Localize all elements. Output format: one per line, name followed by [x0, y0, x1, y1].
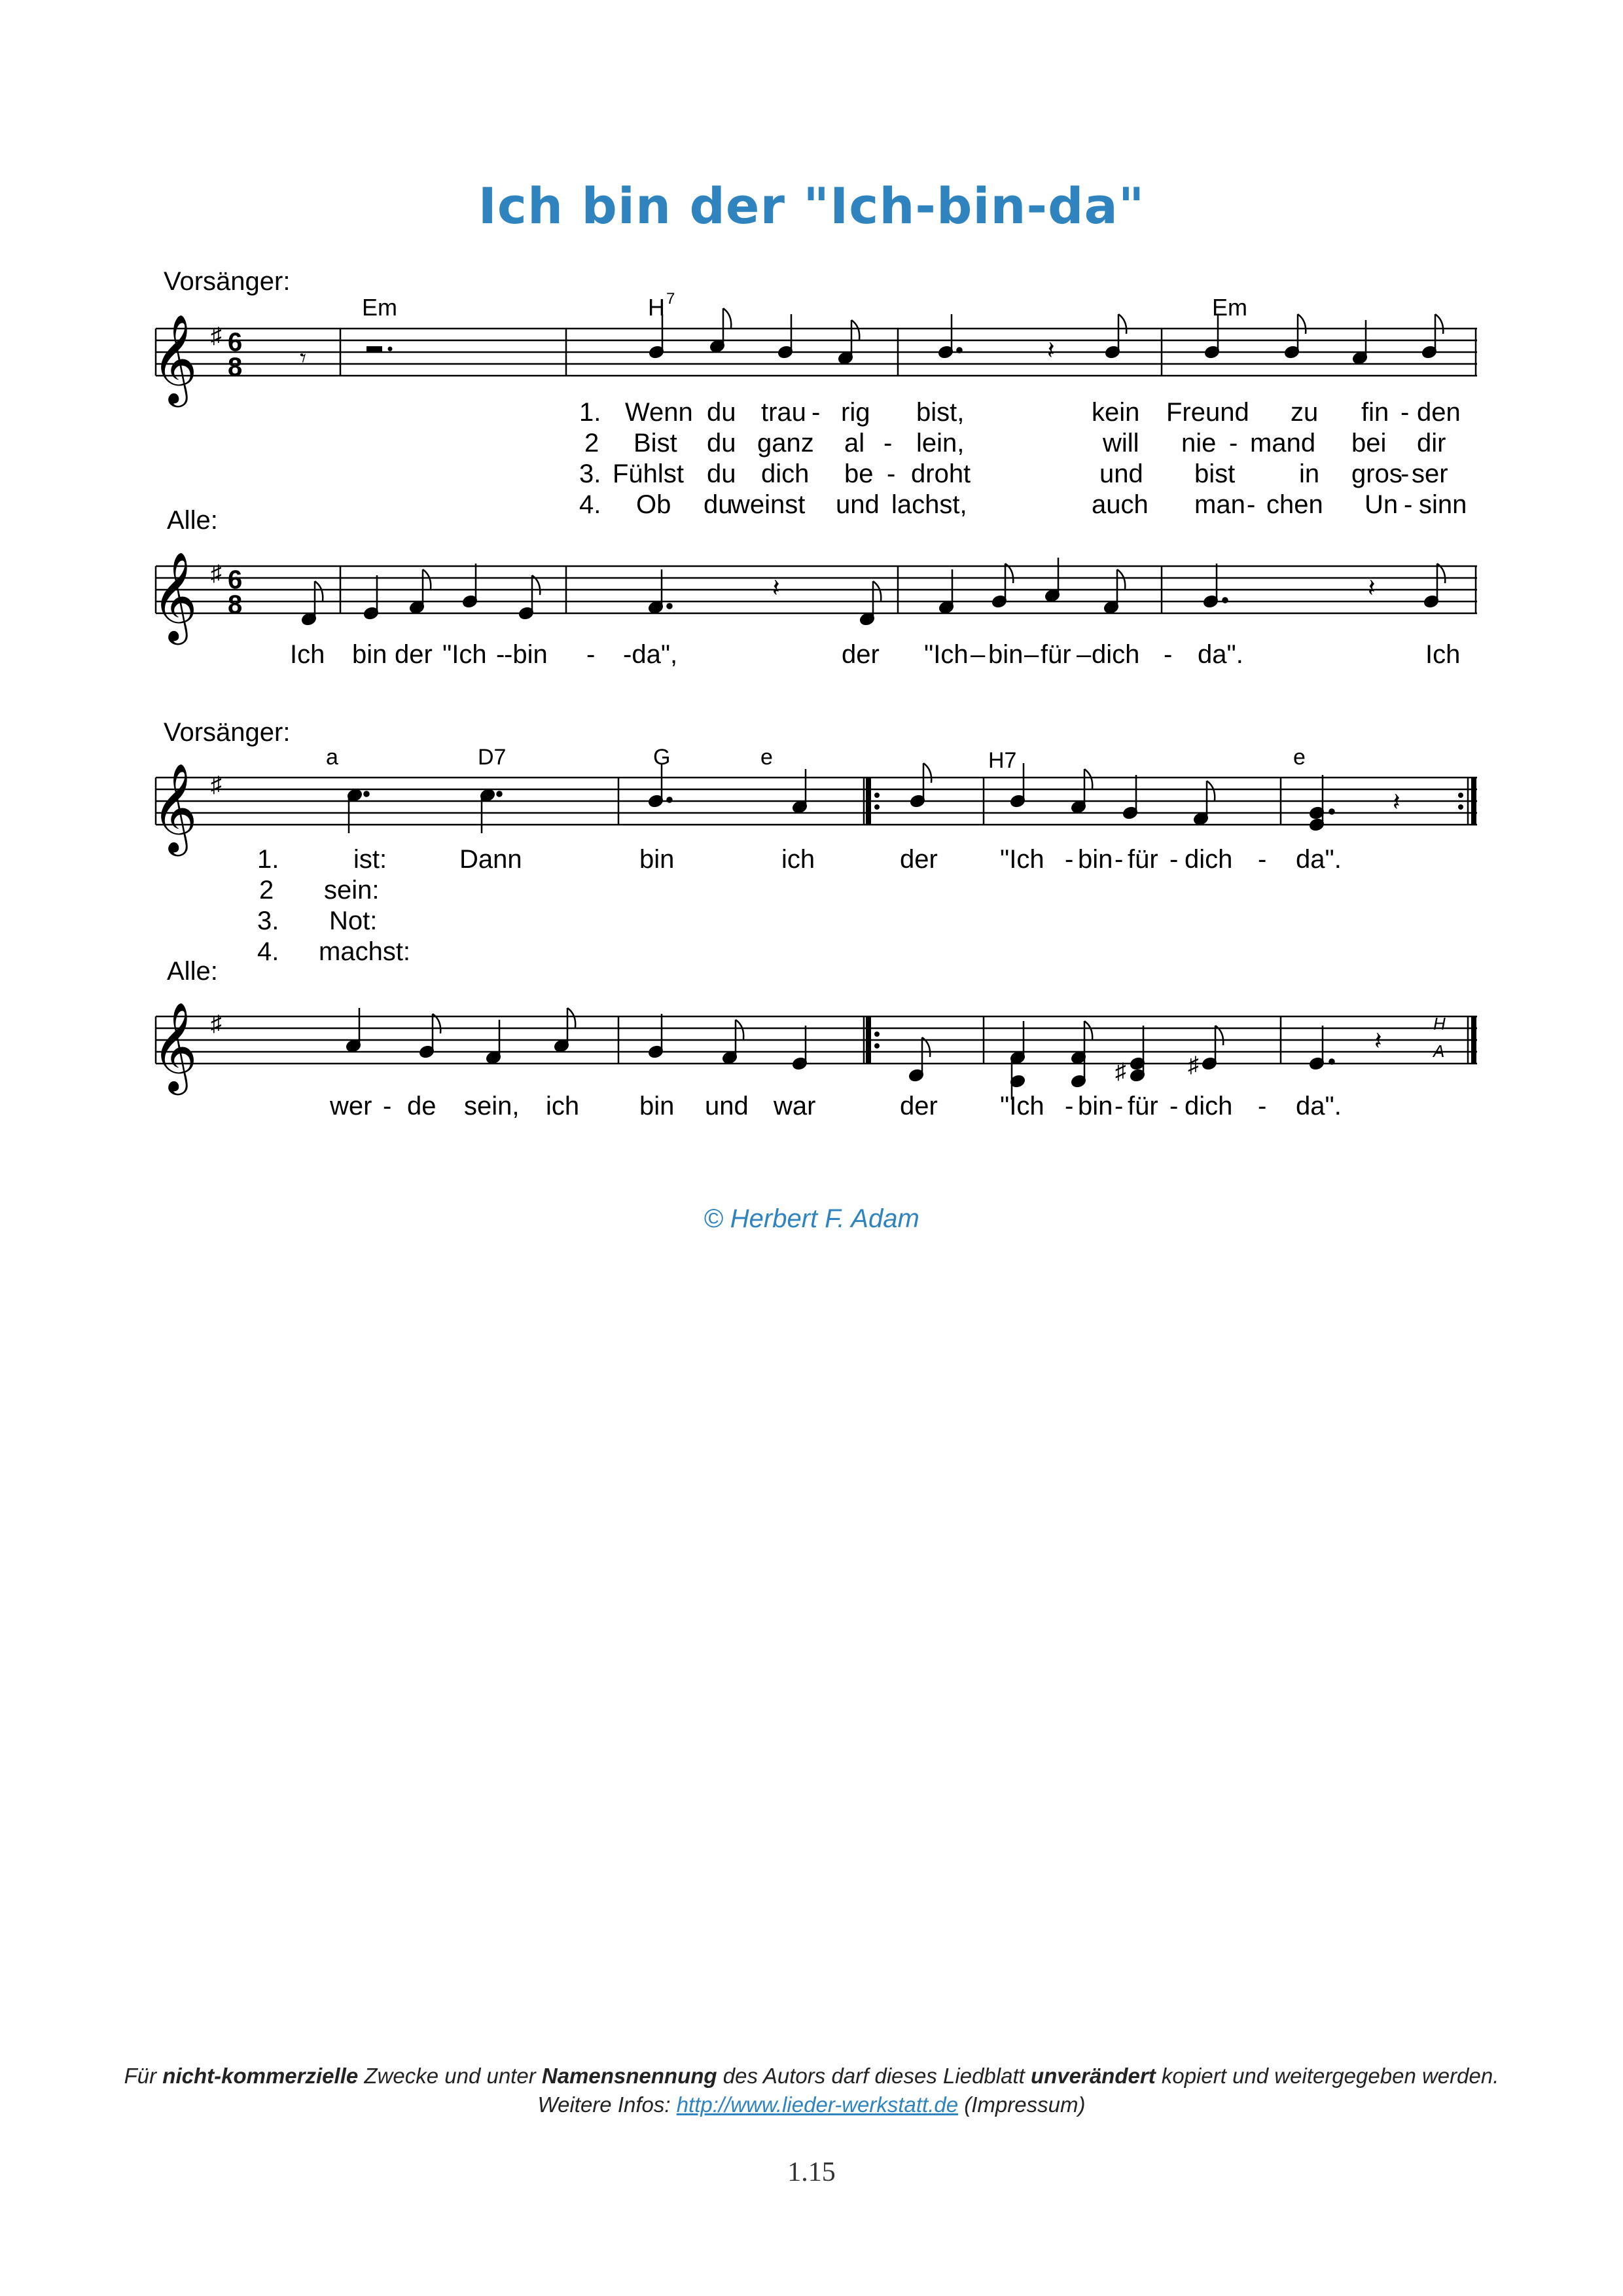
lyric: sein,	[464, 1092, 520, 1121]
lyric: dich	[761, 459, 810, 488]
sharp-icon: ♯	[211, 323, 222, 348]
lyric: kein	[1092, 398, 1140, 427]
lyric: -	[1115, 845, 1124, 874]
lyric: -	[1115, 1092, 1124, 1121]
lyric: "Ich	[1000, 1092, 1044, 1121]
rest-icon: 𝄽	[1393, 789, 1400, 816]
lyric: bin	[988, 640, 1024, 669]
lyric: der	[900, 845, 938, 874]
rest-icon	[366, 346, 382, 352]
lyric: ich	[546, 1092, 580, 1121]
time-sig-bottom: 8	[228, 353, 243, 382]
lyric: be	[844, 459, 874, 488]
rest-icon: 𝄽	[1374, 1028, 1382, 1055]
alle-lyrics-1	[290, 640, 1460, 669]
lyric: de	[407, 1092, 437, 1121]
lyric: bin	[639, 1092, 675, 1121]
lyric: -	[1258, 1092, 1267, 1121]
lyric: lachst,	[891, 490, 967, 519]
lyric: -	[1400, 459, 1410, 488]
staff-alle-1	[156, 566, 1477, 613]
lyric: fin	[1361, 398, 1389, 427]
lyric: dir	[1417, 429, 1446, 457]
lyric: bist	[1194, 459, 1236, 488]
lyric: weinst	[731, 490, 806, 519]
lyric: -da",	[623, 640, 678, 669]
lyric: -	[1400, 398, 1410, 427]
rest-icon: 𝄽	[772, 575, 780, 602]
lyric: für	[1128, 1092, 1158, 1121]
lyric: -	[586, 640, 596, 669]
lyric: 4.	[579, 490, 601, 519]
lyric: Fühlst	[613, 459, 684, 488]
lyric: 1.	[257, 845, 279, 874]
sharp-icon: ♯	[211, 772, 222, 797]
lyric: -	[383, 1092, 392, 1121]
lyric: -	[1169, 845, 1179, 874]
lyric: machst:	[319, 937, 411, 966]
label-vorsaenger-2: Vorsänger:	[164, 718, 291, 747]
notes-vorsaenger-1	[649, 308, 1443, 365]
notes-vorsaenger-2	[347, 763, 1334, 833]
lyric: –	[971, 640, 986, 669]
lyric: -	[1247, 490, 1256, 519]
lyric: ist:	[353, 845, 387, 874]
lyric: droht	[911, 459, 971, 488]
lyric: 3.	[257, 906, 279, 935]
lyric: Ob	[636, 490, 671, 519]
chord-superscript: 7	[666, 290, 675, 308]
lyric: nie	[1181, 429, 1217, 457]
lyric: der	[900, 1092, 938, 1121]
lyric: ich	[781, 845, 815, 874]
license-line-1: Für nicht-kommerzielle Zwecke und unter Namensnennung des Autors darf dieses Liedblatt unverändert kopiert und weitergegeben werden.	[124, 2064, 1499, 2088]
song-title: Ich bin der "Ich-bin-da"	[478, 177, 1145, 235]
lyric: sein:	[324, 876, 380, 905]
lyric: –	[1024, 640, 1039, 669]
sharp-icon: ♯	[211, 561, 222, 586]
lyric: lein,	[916, 429, 965, 457]
lyric: -	[1169, 1092, 1179, 1121]
lyric: 4.	[257, 937, 279, 966]
lyric: bist,	[916, 398, 965, 427]
lyric: will	[1103, 429, 1139, 457]
lyric: den	[1417, 398, 1461, 427]
chord: G	[653, 745, 671, 770]
chord: H	[648, 294, 665, 321]
lyric: -bin	[504, 640, 548, 669]
license-line-2: Weitere Infos: http://www.lieder-werkstatt.de (Impressum)	[537, 2092, 1086, 2117]
notes-alle-1	[301, 558, 1445, 626]
lyric: ser	[1412, 459, 1448, 488]
lyric: du	[707, 459, 736, 488]
lyric: da".	[1198, 640, 1243, 669]
lyric: 1.	[579, 398, 601, 427]
lyric: "Ich	[924, 640, 969, 669]
time-sig-top: 6	[228, 328, 243, 357]
lyric: da".	[1296, 845, 1342, 874]
lyric: trau	[761, 398, 806, 427]
lyric: –	[1077, 640, 1092, 669]
lyric: "Ich	[1000, 845, 1044, 874]
lyric: Freund	[1166, 398, 1249, 427]
chord: H7	[988, 748, 1017, 773]
lyric: ganz	[757, 429, 814, 457]
lyric: und	[705, 1092, 749, 1121]
lyric: -	[1404, 490, 1413, 519]
chord: D7	[478, 745, 507, 770]
end-mark: A	[1433, 1041, 1445, 1061]
lyric: wer	[330, 1092, 372, 1121]
lyric: -	[1065, 845, 1074, 874]
lyric: bin	[639, 845, 675, 874]
sharp-icon: ♯	[1115, 1059, 1126, 1084]
lyric: "Ich	[442, 640, 487, 669]
lyric: dich	[1185, 845, 1233, 874]
rest-icon: 𝄾	[300, 345, 307, 372]
lyric: bin	[1078, 1092, 1113, 1121]
lyric: 2	[584, 429, 599, 457]
staff-vorsaenger-1	[156, 329, 1477, 376]
lyric: du	[704, 490, 733, 519]
lyric: und	[1099, 459, 1143, 488]
treble-clef-icon: 𝄞	[152, 315, 198, 402]
lyric: -	[1164, 640, 1173, 669]
sharp-icon: ♯	[1188, 1052, 1199, 1077]
lyric: -	[1229, 429, 1238, 457]
lyric: für	[1128, 845, 1158, 874]
lyric: Ich	[290, 640, 325, 669]
lyric: zu	[1291, 398, 1319, 427]
lyric: Wenn	[625, 398, 693, 427]
time-sig-bottom: 8	[228, 590, 243, 619]
label-alle-2: Alle:	[167, 957, 218, 986]
notes-alle-2	[346, 1008, 1334, 1100]
lyric: der	[395, 640, 433, 669]
lyric: und	[836, 490, 880, 519]
alle-lyrics-2	[329, 1092, 1342, 1121]
label-vorsaenger-1: Vorsänger:	[164, 267, 291, 296]
end-mark: H	[1433, 1014, 1446, 1033]
lyric: da".	[1296, 1092, 1342, 1121]
rest-icon: 𝄽	[1047, 337, 1055, 365]
chord: Em	[362, 294, 397, 321]
lyric: sinn	[1419, 490, 1467, 519]
lyric: chen	[1266, 490, 1323, 519]
lyric: Bist	[633, 429, 677, 457]
lyric: 3.	[579, 459, 601, 488]
lyric: 2	[259, 876, 274, 905]
license-notice	[0, 2062, 1623, 2119]
lyric: der	[842, 640, 880, 669]
lyric: du	[707, 398, 736, 427]
lyric: Un	[1364, 490, 1399, 519]
lyric: dich	[1185, 1092, 1233, 1121]
lyric: Dann	[459, 845, 522, 874]
label-alle-1: Alle:	[167, 506, 218, 535]
lyric: al	[844, 429, 865, 457]
lyric: -	[1258, 845, 1267, 874]
chord: e	[1293, 745, 1306, 770]
treble-clef-icon: 𝄞	[152, 764, 198, 851]
lyric: -	[883, 429, 893, 457]
website-link[interactable]: http://www.lieder-werkstatt.de	[676, 2092, 959, 2117]
lyric: -	[496, 640, 505, 669]
lyric: bei	[1351, 429, 1387, 457]
lyric: -	[887, 459, 896, 488]
lyric: rig	[841, 398, 870, 427]
lyric: Ich	[1425, 640, 1461, 669]
sharp-icon: ♯	[211, 1011, 222, 1036]
chord: a	[326, 745, 338, 770]
treble-clef-icon: 𝄞	[152, 553, 198, 639]
lyric: -	[1065, 1092, 1074, 1121]
page-number: 1.15	[787, 2157, 836, 2187]
lyric: in	[1299, 459, 1320, 488]
chord: e	[760, 745, 773, 770]
lyric: Not:	[329, 906, 378, 935]
lyric: man	[1194, 490, 1245, 519]
lyric: für	[1041, 640, 1071, 669]
lyric: bin	[1078, 845, 1113, 874]
lyric: du	[707, 429, 736, 457]
time-sig-top: 6	[228, 565, 243, 594]
verse-lyrics-2	[257, 845, 1342, 966]
chord: Em	[1212, 294, 1247, 321]
treble-clef-icon: 𝄞	[152, 1003, 198, 1090]
lyric: war	[774, 1092, 816, 1121]
lyric: auch	[1092, 490, 1149, 519]
lyric: -	[812, 398, 821, 427]
copyright-notice: © Herbert F. Adam	[704, 1204, 919, 1233]
lyric: bin	[352, 640, 387, 669]
lyric: mand	[1250, 429, 1316, 457]
lyric: dich	[1092, 640, 1140, 669]
verse-lyrics-1	[579, 398, 1467, 519]
lyric: gros	[1351, 459, 1402, 488]
rest-icon: 𝄽	[1368, 575, 1376, 602]
